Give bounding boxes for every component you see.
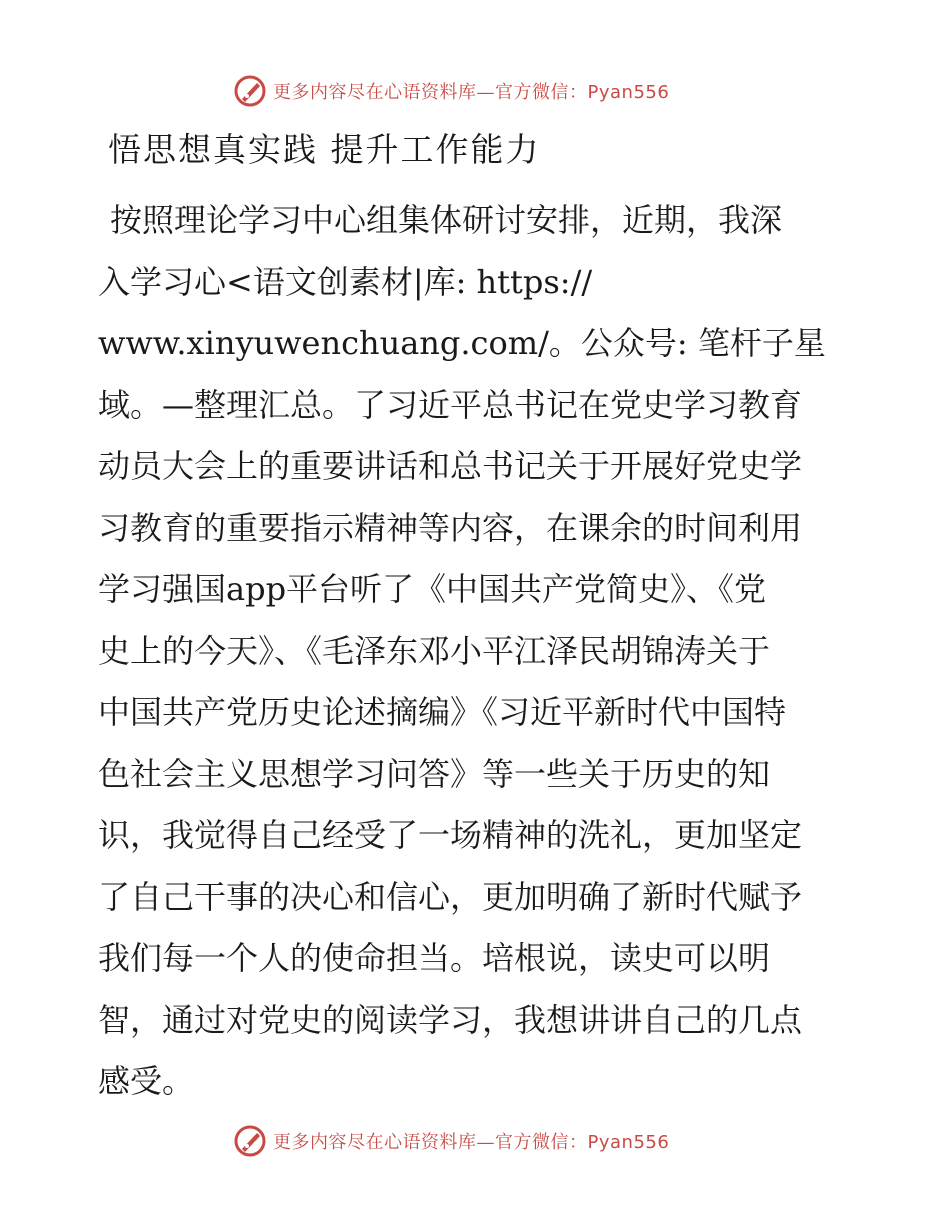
document-title: 悟思想真实践 提升工作能力: [108, 130, 541, 169]
paragraph-line: 中国共产党历史论述摘编》《习近平新时代中国特: [98, 693, 787, 731]
footer-banner-text: 更多内容尽在心语资料库—官方微信：Pyan556: [273, 1132, 670, 1153]
paragraph-line: www.xinyuwenchuang.com/。公众号: 笔杆子星: [98, 324, 826, 362]
paragraph-line: 史上的今天》、《毛泽东邓小平江泽民胡锦涛关于: [98, 631, 771, 670]
paragraph-line: 入学习心<语文创素材|库: https://: [98, 262, 593, 301]
paragraph-line: 智，通过对党史的阅读学习，我想讲讲自己的几点: [98, 1000, 803, 1039]
paragraph-line: 学习强国app平台听了《中国共产党简史》、《党: [98, 570, 767, 608]
header-banner-account: Pyan556: [587, 82, 670, 103]
paragraph-line: 动员大会上的重要讲话和总书记关于开展好党史学: [98, 447, 803, 485]
paragraph-line: 感受。: [98, 1062, 195, 1100]
paragraph-line: 色社会主义思想学习问答》等一些关于历史的知: [98, 754, 771, 793]
pen-logo-icon: [233, 74, 267, 108]
document-paragraph: [98, 190, 850, 1113]
paragraph-line: 了自己干事的决心和信心，更加明确了新时代赋予: [98, 877, 803, 916]
footer-banner-account: Pyan556: [587, 1132, 670, 1153]
paragraph-line: 域。—整理汇总。了习近平总书记在党史学习教育: [98, 385, 803, 424]
paragraph-line: 识，我觉得自己经受了一场精神的洗礼，更加坚定: [98, 816, 803, 854]
header-banner: [233, 71, 669, 111]
pen-logo-icon: [233, 1124, 267, 1158]
paragraph-line: 按照理论学习中心组集体研讨安排，近期，我深: [110, 201, 783, 239]
paragraph-line: 习教育的重要指示精神等内容，在课余的时间利用: [98, 508, 803, 547]
paragraph-line: 我们每一个人的使命担当。培根说，读史可以明: [98, 939, 771, 977]
footer-banner: [233, 1121, 669, 1161]
header-banner-text: 更多内容尽在心语资料库—官方微信：Pyan556: [273, 82, 670, 103]
